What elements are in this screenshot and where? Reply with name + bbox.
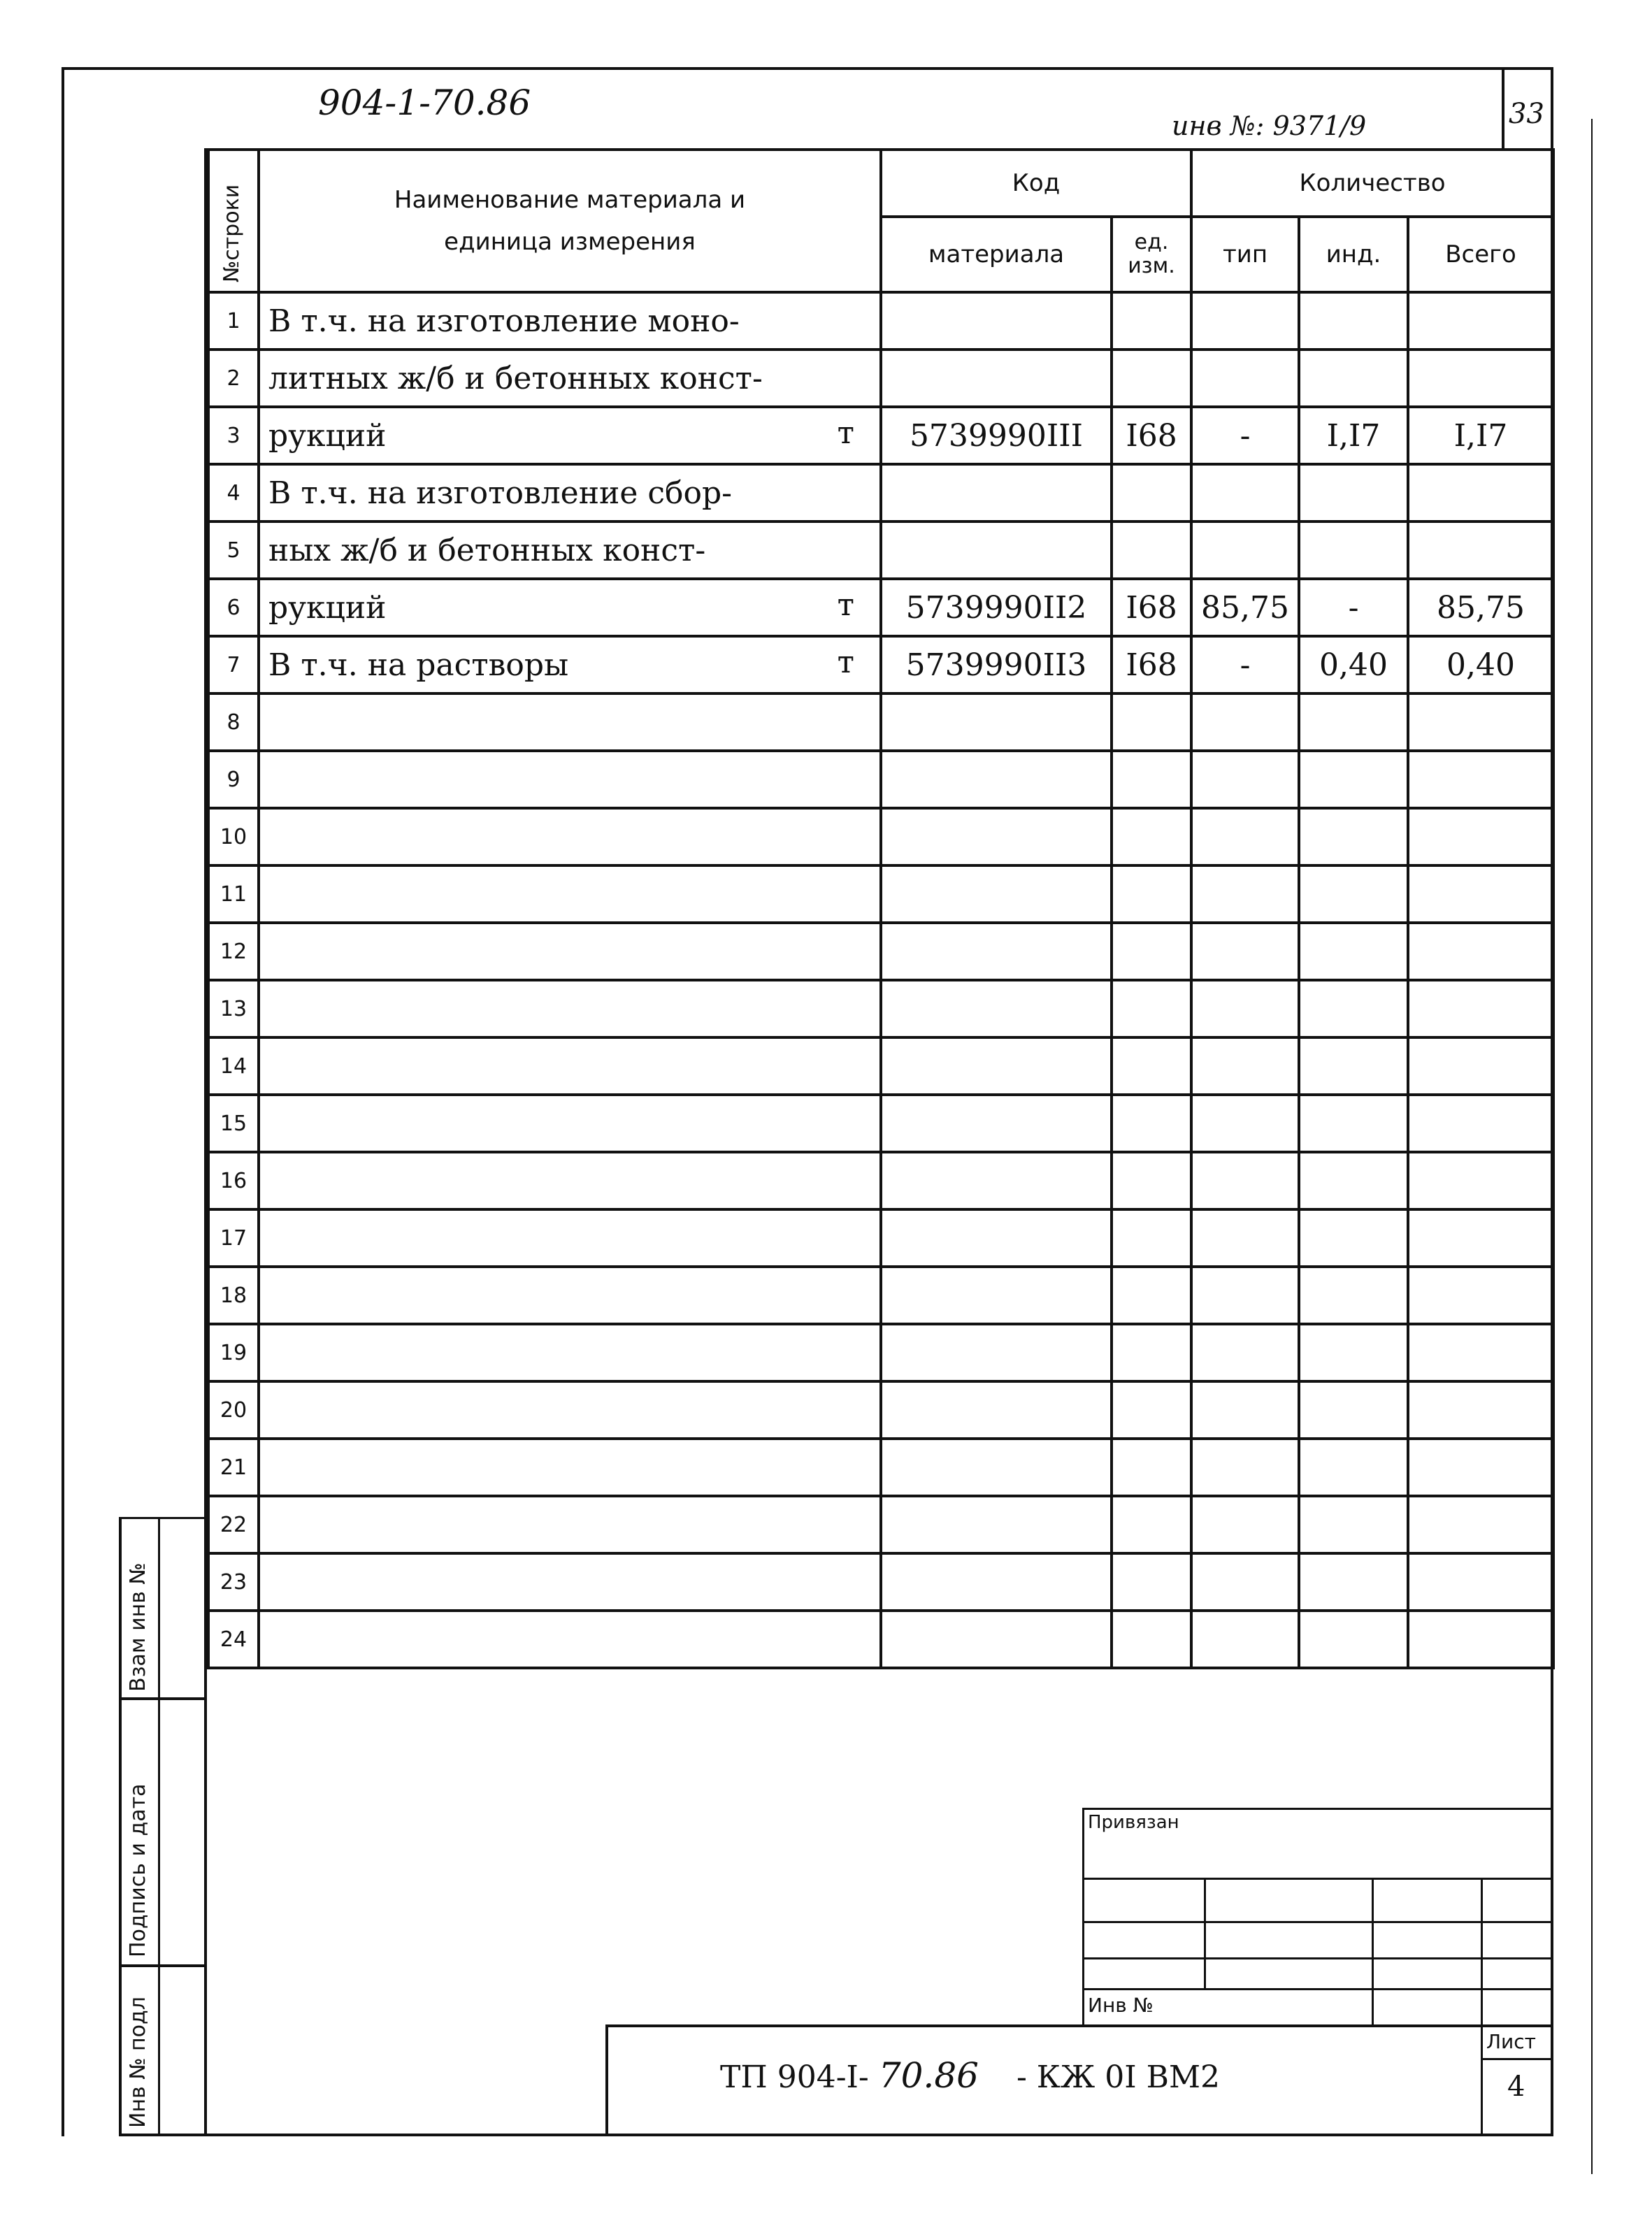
table-row (208, 464, 1553, 521)
row-total (1408, 1324, 1553, 1381)
row-code (881, 865, 1112, 923)
designation-hand: 70.86 (878, 2055, 979, 2096)
designation-print: ТП 904-I- (720, 2059, 869, 2095)
table-row (208, 865, 1553, 923)
row-name (259, 521, 881, 579)
row-typ (1191, 521, 1299, 579)
row-unit-code: I68 (1112, 636, 1191, 693)
row-unit-code (1112, 464, 1191, 521)
row-total (1408, 350, 1553, 407)
row-name (259, 923, 881, 980)
row-typ (1191, 1553, 1299, 1611)
row-ind: - (1299, 579, 1408, 636)
header-qty-ind: инд. (1299, 217, 1408, 292)
row-unit-code (1112, 1152, 1191, 1209)
inventory-label: инв №: 9371/9 (1172, 110, 1367, 141)
header-qty-typ: тип (1191, 217, 1299, 292)
row-typ (1191, 1324, 1299, 1381)
row-total (1408, 292, 1553, 350)
row-name-text: В т.ч. на изготовление моно- (268, 303, 740, 339)
row-name-text: рукций (268, 417, 387, 454)
row-ind (1299, 1496, 1408, 1553)
row-ind (1299, 521, 1408, 579)
row-typ (1191, 751, 1299, 808)
table-row (208, 407, 1553, 464)
row-number: 24 (208, 1611, 259, 1668)
row-total (1408, 1037, 1553, 1095)
row-ind (1299, 693, 1408, 751)
row-typ (1191, 1611, 1299, 1668)
table-row (208, 521, 1553, 579)
stamp-privyazan: Привязан (1088, 1812, 1179, 1833)
row-unit-code (1112, 1611, 1191, 1668)
row-name (259, 1267, 881, 1324)
row-code (881, 923, 1112, 980)
row-total (1408, 464, 1553, 521)
row-code (881, 808, 1112, 865)
sheet-label-divider (1481, 2058, 1553, 2060)
row-code (881, 1037, 1112, 1095)
header-code-unit: ед. изм. (1112, 217, 1191, 292)
row-typ (1191, 1095, 1299, 1152)
row-typ (1191, 980, 1299, 1037)
row-name (259, 292, 881, 350)
row-number: 21 (208, 1439, 259, 1496)
row-typ (1191, 865, 1299, 923)
margin-label-podpis: Подпись и дата (126, 1783, 150, 1957)
sheet-label: Лист (1486, 2030, 1536, 2053)
frame-top (62, 67, 1553, 70)
row-name (259, 865, 881, 923)
row-code (881, 1324, 1112, 1381)
row-code (881, 464, 1112, 521)
row-unit-code (1112, 693, 1191, 751)
stamp-vcol-1 (1204, 1878, 1206, 1990)
table-row (208, 1496, 1553, 1553)
row-ind (1299, 1095, 1408, 1152)
row-ind (1299, 1152, 1408, 1209)
row-typ (1191, 350, 1299, 407)
table-row (208, 751, 1553, 808)
designation-suffix: - КЖ 0I ВМ2 (1016, 2059, 1221, 2095)
table-row (208, 1611, 1553, 1668)
row-unit-code: I68 (1112, 407, 1191, 464)
row-typ (1191, 292, 1299, 350)
row-number: 4 (208, 464, 259, 521)
row-total (1408, 1381, 1553, 1439)
row-total (1408, 865, 1553, 923)
row-ind (1299, 923, 1408, 980)
row-typ: - (1191, 636, 1299, 693)
row-number: 7 (208, 636, 259, 693)
row-total: I,I7 (1408, 407, 1553, 464)
row-name-text: литных ж/б и бетонных конст- (268, 360, 763, 396)
row-name-text: В т.ч. на растворы (268, 647, 569, 683)
table-row (208, 1209, 1553, 1267)
row-name (259, 350, 881, 407)
row-number: 22 (208, 1496, 259, 1553)
row-typ (1191, 1439, 1299, 1496)
row-code (881, 1611, 1112, 1668)
row-name (259, 1496, 881, 1553)
row-ind (1299, 1037, 1408, 1095)
table-row (208, 808, 1553, 865)
row-number: 6 (208, 579, 259, 636)
table-row (208, 693, 1553, 751)
row-unit-code (1112, 521, 1191, 579)
margin-label-inv-podl: Инв № подл (126, 1997, 150, 2128)
row-ind (1299, 1611, 1408, 1668)
margin-line-1 (119, 1697, 207, 1700)
row-code (881, 1095, 1112, 1152)
stamp-inv-no: Инв № (1088, 1994, 1154, 2017)
row-name-text: ных ж/б и бетонных конст- (268, 532, 706, 568)
table-body (208, 292, 1553, 1668)
row-total (1408, 1553, 1553, 1611)
row-unit-letter: т (837, 645, 854, 680)
row-name (259, 1611, 881, 1668)
designation-box-top (605, 2024, 1553, 2027)
header-code-material: материала (881, 217, 1112, 292)
row-typ (1191, 693, 1299, 751)
row-total (1408, 1611, 1553, 1668)
margin-line-2 (119, 1964, 207, 1967)
row-ind: 0,40 (1299, 636, 1408, 693)
row-ind (1299, 865, 1408, 923)
header-code-group: Код (881, 150, 1191, 217)
row-ind (1299, 1439, 1408, 1496)
row-unit-code (1112, 292, 1191, 350)
row-name (259, 1439, 881, 1496)
table-row (208, 1439, 1553, 1496)
row-typ (1191, 1267, 1299, 1324)
row-code: 5739990II2 (881, 579, 1112, 636)
row-code (881, 292, 1112, 350)
row-total (1408, 693, 1553, 751)
row-name (259, 1095, 881, 1152)
row-number: 16 (208, 1152, 259, 1209)
row-number: 2 (208, 350, 259, 407)
row-unit-letter: т (837, 587, 854, 623)
row-code (881, 350, 1112, 407)
row-unit-code (1112, 1553, 1191, 1611)
table-row (208, 1267, 1553, 1324)
row-number: 23 (208, 1553, 259, 1611)
row-number: 5 (208, 521, 259, 579)
row-code (881, 1209, 1112, 1267)
row-number: 20 (208, 1381, 259, 1439)
row-code (881, 521, 1112, 579)
row-typ (1191, 1037, 1299, 1095)
frame-left (62, 67, 64, 2136)
row-number: 1 (208, 292, 259, 350)
row-ind (1299, 1209, 1408, 1267)
row-unit-code (1112, 980, 1191, 1037)
designation (720, 2055, 1220, 2096)
header-name: Наименование материала и единица измерения (259, 150, 881, 292)
row-number: 3 (208, 407, 259, 464)
row-code: 5739990III (881, 407, 1112, 464)
table-row (208, 636, 1553, 693)
row-ind: I,I7 (1299, 407, 1408, 464)
row-number: 17 (208, 1209, 259, 1267)
row-unit-code (1112, 808, 1191, 865)
header-row-number (208, 150, 259, 292)
table-row (208, 350, 1553, 407)
margin-top-line (119, 1517, 207, 1519)
row-ind (1299, 751, 1408, 808)
row-total: 85,75 (1408, 579, 1553, 636)
row-name (259, 1324, 881, 1381)
row-ind (1299, 1381, 1408, 1439)
stamp-vcol-2 (1372, 1878, 1374, 2024)
row-typ: - (1191, 407, 1299, 464)
sheet-number: 4 (1507, 2071, 1525, 2103)
row-total (1408, 808, 1553, 865)
row-code (881, 751, 1112, 808)
row-typ (1191, 923, 1299, 980)
row-code (881, 1553, 1112, 1611)
table-row (208, 292, 1553, 350)
row-code: 5739990II3 (881, 636, 1112, 693)
row-name (259, 808, 881, 865)
row-typ: 85,75 (1191, 579, 1299, 636)
row-number: 10 (208, 808, 259, 865)
margin-label-vzam: Взам инв № (126, 1562, 150, 1692)
row-total (1408, 1496, 1553, 1553)
page-number: 33 (1509, 98, 1544, 130)
row-total (1408, 521, 1553, 579)
row-code (881, 1381, 1112, 1439)
row-name (259, 693, 881, 751)
row-name (259, 464, 881, 521)
row-name (259, 980, 881, 1037)
row-code (881, 1439, 1112, 1496)
table-row (208, 1381, 1553, 1439)
table-row (208, 1553, 1553, 1611)
row-number: 8 (208, 693, 259, 751)
table-row (208, 1324, 1553, 1381)
row-name (259, 636, 881, 693)
row-total (1408, 1267, 1553, 1324)
row-unit-code: I68 (1112, 579, 1191, 636)
frame-bottom (119, 2134, 1553, 2136)
row-ind (1299, 1553, 1408, 1611)
row-number: 15 (208, 1095, 259, 1152)
table-row (208, 1095, 1553, 1152)
row-number: 14 (208, 1037, 259, 1095)
row-code (881, 1496, 1112, 1553)
row-number: 13 (208, 980, 259, 1037)
row-name-text: В т.ч. на изготовление сбор- (268, 475, 733, 511)
row-total (1408, 751, 1553, 808)
row-number: 11 (208, 865, 259, 923)
stamp-vcol-3 (1481, 1878, 1483, 2136)
row-total (1408, 1439, 1553, 1496)
row-unit-code (1112, 1209, 1191, 1267)
row-unit-code (1112, 865, 1191, 923)
page-box-left (1502, 67, 1504, 148)
row-total (1408, 1152, 1553, 1209)
row-code (881, 980, 1112, 1037)
row-number: 9 (208, 751, 259, 808)
row-ind (1299, 350, 1408, 407)
row-unit-code (1112, 1381, 1191, 1439)
far-right-line (1591, 119, 1593, 2174)
row-name (259, 751, 881, 808)
stamp-box-top (1082, 1808, 1553, 1810)
row-name-text: рукций (268, 589, 387, 626)
table-row (208, 1152, 1553, 1209)
row-typ (1191, 808, 1299, 865)
table-row (208, 579, 1553, 636)
row-ind (1299, 292, 1408, 350)
row-unit-code (1112, 1037, 1191, 1095)
margin-col-divider (158, 1517, 160, 2136)
row-typ (1191, 1209, 1299, 1267)
header-qty-total: Всего (1408, 217, 1553, 292)
row-unit-letter: т (837, 415, 854, 451)
row-ind (1299, 1267, 1408, 1324)
row-number: 12 (208, 923, 259, 980)
row-total (1408, 1209, 1553, 1267)
row-name (259, 1553, 881, 1611)
row-unit-code (1112, 1439, 1191, 1496)
header-row-number-text: №строки (220, 184, 244, 282)
row-ind (1299, 1324, 1408, 1381)
row-typ (1191, 464, 1299, 521)
row-unit-code (1112, 923, 1191, 980)
row-total (1408, 980, 1553, 1037)
doc-code-handwritten: 904-1-70.86 (318, 82, 531, 123)
row-unit-code (1112, 350, 1191, 407)
table-row (208, 980, 1553, 1037)
stamp-box-left (1082, 1808, 1084, 2024)
margin-outer-left (119, 1517, 122, 2136)
row-name (259, 1152, 881, 1209)
row-typ (1191, 1152, 1299, 1209)
row-name (259, 1381, 881, 1439)
row-unit-code (1112, 1095, 1191, 1152)
materials-table (207, 148, 1555, 1669)
header-qty-group: Количество (1191, 150, 1553, 217)
row-code (881, 1152, 1112, 1209)
row-name (259, 1209, 881, 1267)
row-name (259, 407, 881, 464)
row-unit-code (1112, 751, 1191, 808)
row-total (1408, 1095, 1553, 1152)
table-row (208, 1037, 1553, 1095)
row-ind (1299, 980, 1408, 1037)
table-row (208, 923, 1553, 980)
row-total (1408, 923, 1553, 980)
row-ind (1299, 808, 1408, 865)
designation-box-left (605, 2024, 608, 2136)
row-typ (1191, 1496, 1299, 1553)
row-name (259, 579, 881, 636)
row-number: 19 (208, 1324, 259, 1381)
row-unit-code (1112, 1496, 1191, 1553)
row-total: 0,40 (1408, 636, 1553, 693)
row-code (881, 1267, 1112, 1324)
row-code (881, 693, 1112, 751)
row-name (259, 1037, 881, 1095)
row-number: 18 (208, 1267, 259, 1324)
row-unit-code (1112, 1324, 1191, 1381)
row-typ (1191, 1381, 1299, 1439)
row-ind (1299, 464, 1408, 521)
row-unit-code (1112, 1267, 1191, 1324)
